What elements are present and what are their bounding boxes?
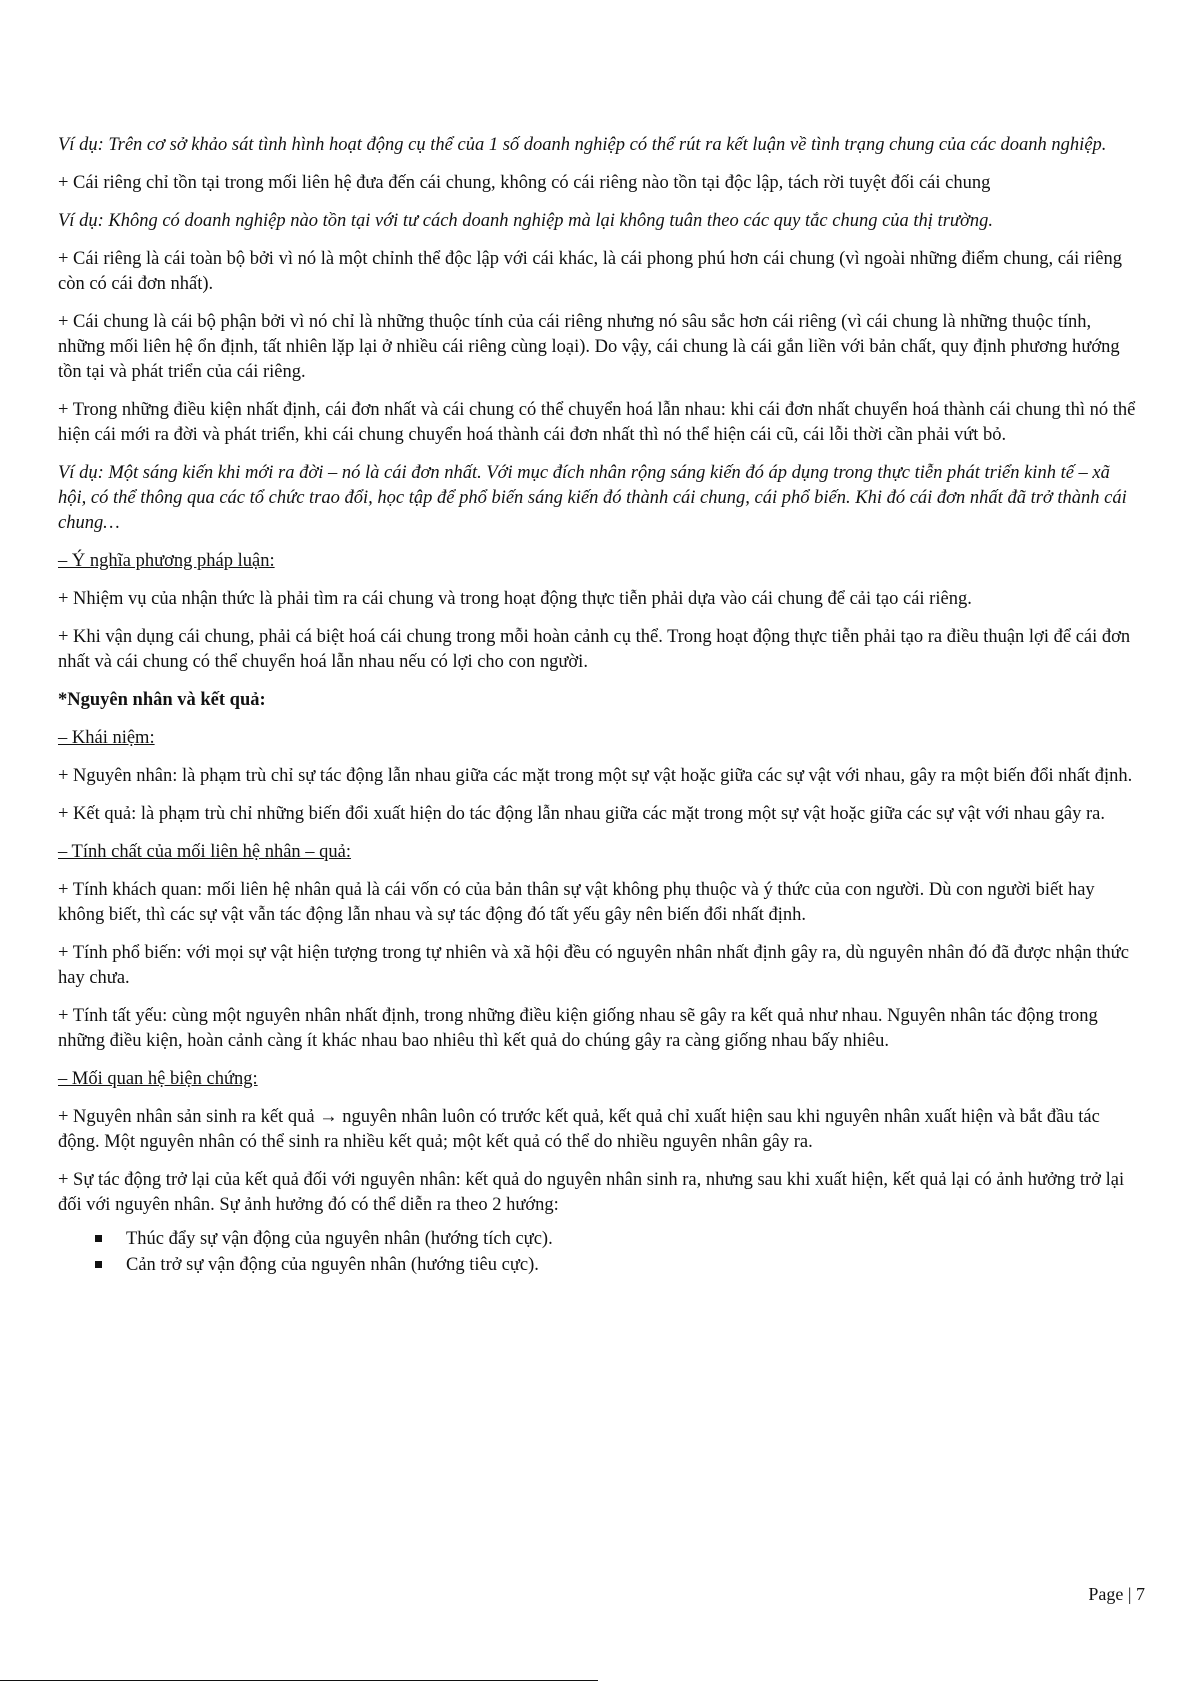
page-number: Page | 7	[1088, 1584, 1145, 1604]
body-paragraph: + Trong những điều kiện nhất định, cái đơn nhất và cái chung có thể chuyển hoá lẫn nhau: khi cái đơn nhất chuyển hoá thành cái chung thì nó thể hiện cái mới ra đời và phát triển, khi cái chung chuyển hoá thành cái đơn nhất thì nó thể hiện cái cũ, cái lỗi thời cần phải vứt bỏ.	[58, 400, 1136, 445]
body-paragraph: + Tính khách quan: mối liên hệ nhân quả là cái vốn có của bản thân sự vật không phụ thuộc và ý thức của con người. Dù con người biết hay không biết, thì các sự vật vẫn tác động lẫn nhau và sự tác động đó tất yếu gây nên biến đổi nhất định.	[58, 880, 1095, 925]
body-paragraph: + Nguyên nhân sản sinh ra kết quả → nguyên nhân luôn có trước kết quả, kết quả chỉ xuất hiện sau khi nguyên nhân xuất hiện và bắt đầu tác động. Một nguyên nhân có thể sinh ra nhiều kết quả; một kết quả có thể do nhiều nguyên nhân gây ra.	[58, 1107, 1100, 1152]
body-paragraph: + Nguyên nhân: là phạm trù chỉ sự tác động lẫn nhau giữa các mặt trong một sự vật hoặc giữa các sự vật với nhau, gây ra một biến đổi nhất định.	[58, 766, 1133, 786]
body-paragraph: + Tính phổ biến: với mọi sự vật hiện tượng trong tự nhiên và xã hội đều có nguyên nhân nhất định gây ra, dù nguyên nhân đó đã được nhận thức hay chưa.	[58, 943, 1129, 988]
footer-divider	[0, 1680, 598, 1681]
body-paragraph: + Sự tác động trở lại của kết quả đối với nguyên nhân: kết quả do nguyên nhân sinh ra, nhưng sau khi xuất hiện, kết quả lại có ảnh hưởng trở lại đối với nguyên nhân. Sự ảnh hưởng đó có thể diễn ra theo 2 hướng:	[58, 1170, 1125, 1215]
subheading	[58, 726, 1138, 751]
subheading	[58, 549, 1138, 574]
example-paragraph: Ví dụ: Trên cơ sở khảo sát tình hình hoạt động cụ thể của 1 số doanh nghiệp có thể rút ra kết luận về tình trạng chung của các doanh nghiệp.	[58, 135, 1107, 155]
document-page	[58, 133, 1138, 1278]
subheading-text: – Ý nghĩa phương pháp luận:	[58, 551, 275, 571]
subheading-text: – Tính chất của mối liên hệ nhân – quả:	[58, 842, 352, 862]
subheading	[58, 840, 1138, 865]
subheading-text: – Mối quan hệ biện chứng:	[58, 1069, 258, 1089]
section-heading: *Nguyên nhân và kết quả:	[58, 690, 266, 710]
body-paragraph: + Nhiệm vụ của nhận thức là phải tìm ra cái chung và trong hoạt động thực tiễn phải dựa vào cái chung để cải tạo cái riêng.	[58, 589, 972, 609]
subheading	[58, 1067, 1138, 1092]
list-item	[126, 1252, 1138, 1278]
bullet-list	[58, 1226, 1138, 1278]
body-paragraph: + Khi vận dụng cái chung, phải cá biệt hoá cái chung trong mỗi hoàn cảnh cụ thể. Trong hoạt động thực tiễn phải tạo ra điều thuận lợi để cái đơn nhất và cái chung có thể chuyển hoá lẫn nhau nếu có lợi cho con người.	[58, 627, 1131, 672]
square-bullet-icon	[95, 1261, 102, 1268]
body-paragraph: + Cái riêng chỉ tồn tại trong mối liên hệ đưa đến cái chung, không có cái riêng nào tồn tại độc lập, tách rời tuyệt đối cái chung	[58, 173, 991, 193]
body-paragraph: + Cái riêng là cái toàn bộ bởi vì nó là một chỉnh thể độc lập với cái khác, là cái phong phú hơn cái chung (vì ngoài những điểm chung, cái riêng còn có cái đơn nhất).	[58, 249, 1122, 294]
body-paragraph: + Cái chung là cái bộ phận bởi vì nó chỉ là những thuộc tính của cái riêng nhưng nó sâu sắc hơn cái riêng (vì cái chung là những thuộc tính, những mối liên hệ ổn định, tất nhiên lặp lại ở nhiều cái riêng cùng loại). Do vậy, cái chung là cái gắn liền với bản chất, quy định phương hướng tồn tại và phát triển của cái riêng.	[58, 312, 1120, 382]
example-paragraph: Ví dụ: Không có doanh nghiệp nào tồn tại với tư cách doanh nghiệp mà lại không tuân theo các quy tắc chung của thị trường.	[58, 211, 993, 231]
list-item-text: Cản trở sự vận động của nguyên nhân (hướng tiêu cực).	[126, 1255, 539, 1275]
body-paragraph: + Tính tất yếu: cùng một nguyên nhân nhất định, trong những điều kiện giống nhau sẽ gây ra kết quả như nhau. Nguyên nhân tác động trong những điều kiện, hoàn cảnh càng ít khác nhau bao nhiêu thì kết quả do chúng gây ra càng giống nhau bấy nhiêu.	[58, 1006, 1098, 1051]
list-item	[126, 1226, 1138, 1252]
example-paragraph: Ví dụ: Một sáng kiến khi mới ra đời – nó là cái đơn nhất. Với mục đích nhân rộng sáng kiến đó áp dụng trong thực tiễn phát triển kinh tế – xã hội, có thể thông qua các tổ chức trao đổi, học tập để phổ biến sáng kiến đó thành cái chung, cái phổ biến. Khi đó cái đơn nhất đã trở thành cái chung…	[58, 463, 1127, 533]
square-bullet-icon	[95, 1235, 102, 1242]
body-paragraph: + Kết quả: là phạm trù chỉ những biến đổi xuất hiện do tác động lẫn nhau giữa các mặt trong một sự vật hoặc giữa các sự vật với nhau gây ra.	[58, 804, 1105, 824]
subheading-text: – Khái niệm:	[58, 728, 155, 748]
list-item-text: Thúc đẩy sự vận động của nguyên nhân (hướng tích cực).	[126, 1229, 553, 1249]
